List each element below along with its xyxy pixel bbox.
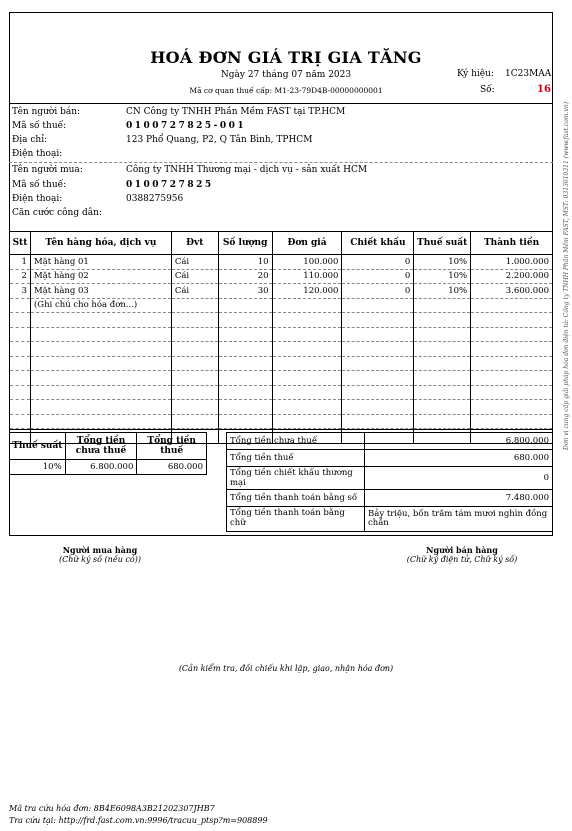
buyer-sign-note: (Chữ ký số (nếu có)) bbox=[59, 555, 141, 564]
cell-stt: 1 bbox=[10, 255, 31, 270]
table-row bbox=[10, 460, 207, 475]
cell-price: 100.000 bbox=[272, 255, 342, 270]
cell-qty: 10 bbox=[218, 255, 272, 270]
invoice-date: Ngày 27 tháng 07 năm 2023 bbox=[220, 70, 352, 80]
col-header: Số lượng bbox=[218, 232, 272, 255]
seller-tax: 0100727825-001 bbox=[126, 121, 247, 131]
total-label: Tổng tiền chưa thuế bbox=[227, 433, 365, 450]
vat-rate: 10% bbox=[10, 460, 66, 475]
buyer-phone-label: Điện thoại: bbox=[12, 194, 63, 204]
cell-name: Mặt hàng 02 bbox=[30, 269, 171, 284]
table-row-empty bbox=[10, 327, 553, 342]
cell-taxrate: 10% bbox=[414, 284, 471, 299]
cell-name: Mặt hàng 01 bbox=[30, 255, 171, 270]
lookup-url[interactable]: Tra cứu tại: http://frd.fast.com.vn:9996/tracuu_ptsp?m=908899 bbox=[9, 816, 268, 825]
col-header: Chiết khấu bbox=[342, 232, 414, 255]
seller-sign-note: (Chữ ký điện tử, Chữ ký số) bbox=[406, 555, 518, 564]
buyer-signature bbox=[50, 545, 150, 564]
cell-stt: 2 bbox=[10, 269, 31, 284]
col-header: Đơn giá bbox=[272, 232, 342, 255]
col-header: Thuế suất bbox=[414, 232, 471, 255]
cell-price: 120.000 bbox=[272, 284, 342, 299]
number-value: 16 bbox=[537, 84, 551, 95]
vat-tax: 680.000 bbox=[137, 460, 207, 475]
buyer-tax-label: Mã số thuế: bbox=[12, 180, 67, 190]
seller-sign-title: Người bán hàng bbox=[426, 545, 498, 555]
table-row bbox=[10, 269, 553, 284]
table-row-empty bbox=[10, 385, 553, 400]
provider-side-text: Đơn vị cung cấp giải pháp hóa đơn điện tử: Công ty TNHH Phần Mềm FAST, MST: 0313610311 (www.fast.com.vn) bbox=[563, 101, 570, 450]
total-value: 7.480.000 bbox=[365, 490, 553, 507]
total-label: Tổng tiền chiết khấu thương mại bbox=[227, 467, 365, 490]
divider bbox=[9, 429, 553, 430]
cell-amount: 1.000.000 bbox=[471, 255, 553, 270]
symbol-label: Ký hiệu: bbox=[457, 69, 494, 79]
invoice-title: HOÁ ĐƠN GIÁ TRỊ GIA TĂNG bbox=[150, 48, 422, 67]
divider bbox=[9, 162, 553, 163]
table-row bbox=[10, 284, 553, 299]
seller-signature bbox=[402, 545, 522, 564]
symbol-value: 1C23MAA bbox=[505, 69, 552, 79]
vat-header: Tổng tiền thuế bbox=[137, 433, 207, 460]
table-row-empty bbox=[10, 371, 553, 386]
total-label: Tổng tiền thuế bbox=[227, 450, 365, 467]
vat-pretax: 6.800.000 bbox=[65, 460, 137, 475]
total-row bbox=[227, 433, 553, 450]
total-words: Bảy triệu, bốn trăm tám mươi nghìn đồng chẵn bbox=[365, 507, 553, 532]
col-header: Tên hàng hóa, dịch vụ bbox=[30, 232, 171, 255]
buyer-sign-title: Người mua hàng bbox=[62, 545, 138, 555]
check-note: (Cần kiểm tra, đối chiếu khi lập, giao, nhận hóa đơn) bbox=[178, 664, 394, 673]
cell-qty: 20 bbox=[218, 269, 272, 284]
seller-address-label: Địa chỉ: bbox=[12, 135, 48, 145]
table-row-empty bbox=[10, 313, 553, 328]
cell-taxrate: 10% bbox=[414, 255, 471, 270]
table-row-empty bbox=[10, 342, 553, 357]
invoice-note: (Ghi chú cho hóa đơn...) bbox=[30, 298, 171, 313]
buyer-id-label: Căn cước công dân: bbox=[12, 208, 102, 218]
total-row bbox=[227, 507, 553, 532]
total-value: 0 bbox=[365, 467, 553, 490]
cell-unit: Cái bbox=[171, 284, 218, 299]
total-row bbox=[227, 490, 553, 507]
cell-discount: 0 bbox=[342, 269, 414, 284]
items-header-row bbox=[10, 232, 553, 255]
col-header: Stt bbox=[10, 232, 31, 255]
buyer-name-label: Tên người mua: bbox=[12, 165, 83, 175]
number-label: Số: bbox=[480, 85, 495, 95]
table-row-note bbox=[10, 298, 553, 313]
seller-address: 123 Phổ Quang, P2, Q Tân Bình, TPHCM bbox=[126, 135, 313, 145]
total-value: 6.800.000 bbox=[365, 433, 553, 450]
table-row-empty bbox=[10, 414, 553, 429]
cell-price: 110.000 bbox=[272, 269, 342, 284]
total-value: 680.000 bbox=[365, 450, 553, 467]
cell-amount: 3.600.000 bbox=[471, 284, 553, 299]
buyer-phone: 0388275956 bbox=[126, 194, 184, 204]
vat-header: Thuế suất bbox=[10, 433, 66, 460]
total-row bbox=[227, 467, 553, 490]
seller-name: CN Công ty TNHH Phần Mềm FAST tại TP.HCM bbox=[126, 107, 346, 117]
total-label: Tổng tiền thanh toán bằng chữ bbox=[227, 507, 365, 532]
cell-name: Mặt hàng 03 bbox=[30, 284, 171, 299]
seller-name-label: Tên người bán: bbox=[12, 107, 81, 117]
table-row-empty bbox=[10, 356, 553, 371]
vat-summary-table bbox=[9, 432, 207, 475]
cell-unit: Cái bbox=[171, 269, 218, 284]
seller-phone-label: Điện thoại: bbox=[12, 149, 63, 159]
cell-amount: 2.200.000 bbox=[471, 269, 553, 284]
table-row bbox=[10, 255, 553, 270]
cell-qty: 30 bbox=[218, 284, 272, 299]
buyer-name: Công ty TNHH Thương mại - dịch vụ - sản xuất HCM bbox=[126, 165, 368, 175]
col-header: Thành tiền bbox=[471, 232, 553, 255]
seller-tax-label: Mã số thuế: bbox=[12, 121, 67, 131]
cell-taxrate: 10% bbox=[414, 269, 471, 284]
cell-discount: 0 bbox=[342, 284, 414, 299]
cell-stt: 3 bbox=[10, 284, 31, 299]
cell-discount: 0 bbox=[342, 255, 414, 270]
vat-header: Tổng tiền chưa thuế bbox=[65, 433, 137, 460]
tax-authority-code: Mã cơ quan thuế cấp: M1-23-79D4B-00000000001 bbox=[189, 86, 383, 95]
divider bbox=[9, 103, 553, 104]
total-label: Tổng tiền thanh toán bằng số bbox=[227, 490, 365, 507]
table-row-empty bbox=[10, 400, 553, 415]
col-header: Đvt bbox=[171, 232, 218, 255]
lookup-code: Mã tra cứu hóa đơn: 8B4E6098A3B21202307JHB7 bbox=[9, 804, 215, 813]
total-row bbox=[227, 450, 553, 467]
items-table bbox=[9, 231, 553, 444]
buyer-tax: 0100727825 bbox=[126, 180, 214, 190]
totals-table bbox=[226, 432, 553, 532]
cell-unit: Cái bbox=[171, 255, 218, 270]
